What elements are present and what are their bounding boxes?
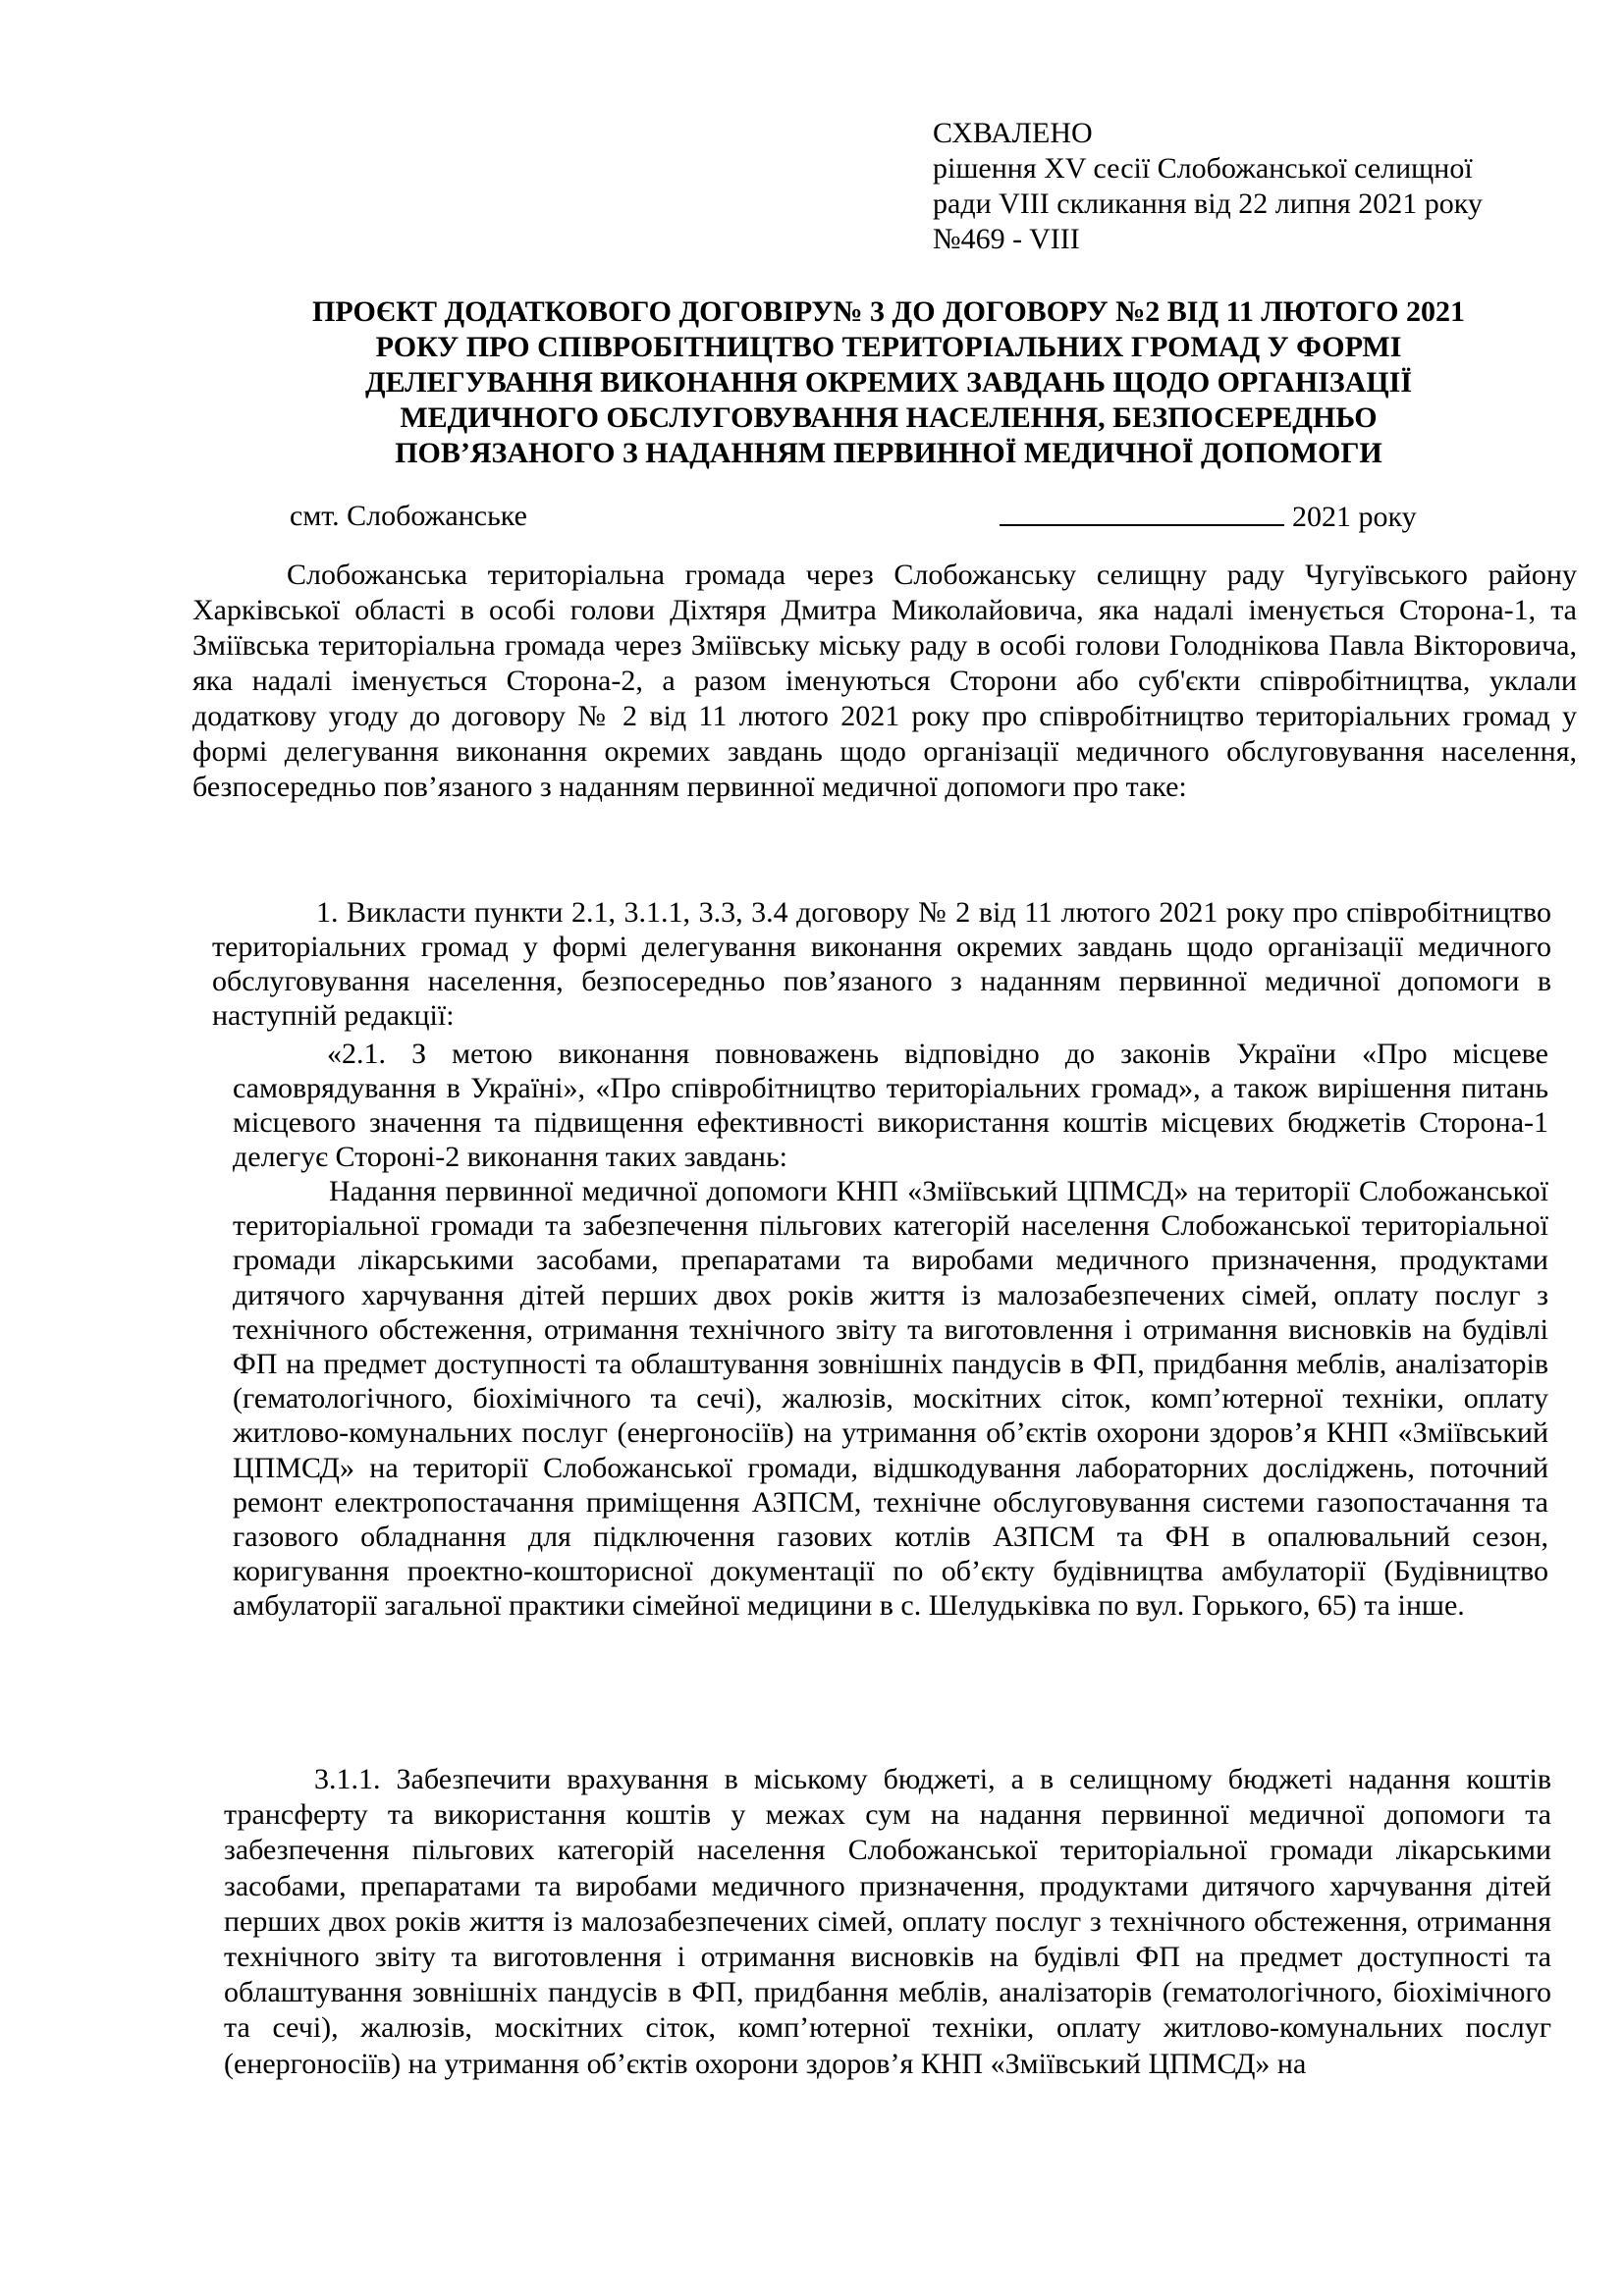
date-blank-line xyxy=(1000,499,1284,526)
place-of-signing: смт. Слобожанське xyxy=(290,500,527,532)
intro-paragraph: Слобожанська територіальна громада через Слобожанську селищну раду Чугуївського району Харківської області в особі голови Діхтяря Дмитра Миколайовича, яка надалі іменується Сторона-1, та Зміївська територіальна громада через Зміївську міську раду в особі голови Голоднікова Павла Вікторовича, яка надалі іменується Сторона-2, а разом іменуються Сторони або суб'єкти співробітництва, уклали додаткову угоду до договору № 2 від 11 лютого 2021 року про співробітництво територіальних громад у формі делегування виконання окремих завдань щодо організації медичного обслуговування населення, безпосередньо пов’язаного з наданням первинної медичної допомоги про таке: xyxy=(192,559,1577,803)
delegated-tasks-paragraph: Надання первинної медичної допомоги КНП «Зміївський ЦПМСД» на території Слобожанської територіальної громади та забезпечення пільгових категорій населення Слобожанської територіальної громади лікарськими засобами, препаратами та виробами медичного призначення, продуктами дитячого харчування дітей перших двох років життя із малозабезпечених сімей, оплату послуг з технічного обстеження, отримання технічного звіту та виготовлення і отримання висновків на будівлі ФП на предмет доступності та облаштування зовнішніх пандусів в ФП, придбання меблів, аналізаторів (гематологічного, біохімічного та сечі), жалюзів, москітних сіток, комп’ютерної техніки, оплату житлово-комунальних послуг (енергоносіїв) на утримання об’єктів охорони здоров’я КНП «Зміївський ЦПМСД» на території Слобожанської громади, відшкодування лабораторних досліджень, поточний ремонт електропостачання приміщення АЗПСМ, технічне обслуговування системи газопостачання та газового обладнання для підключення газових котлів АЗПСМ та ФН в опалювальний сезон, коригування проектно-кошторисної документації по об’єкту будівництва амбулаторії (Будівництво амбулаторії загальної практики сімейної медицини в с. Шелудьківка по вул. Горького, 65) та інше. xyxy=(233,1175,1548,1623)
document-title xyxy=(216,294,1561,471)
clause-3-1-1-paragraph: 3.1.1. Забезпечити врахування в міському бюджеті, а в селищному бюджеті надання коштів трансферту та використання коштів у межах сум на надання первинної медичної допомоги та забезпечення пільгових категорій населення Слобожанської територіальної громади лікарськими засобами, препаратами та виробами медичного призначення, продуктами дитячого харчування дітей перших двох років життя із малозабезпечених сімей, оплату послуг з технічного обстеження, отримання технічного звіту та виготовлення і отримання висновків на будівлі ФП на предмет доступності та облаштування зовнішніх пандусів в ФП, придбання меблів, аналізаторів (гематологічного, біохімічного та сечі), жалюзів, москітних сіток, комп’ютерної техніки, оплату житлово-комунальних послуг (енергоносіїв) на утримання об’єктів охорони здоров’я КНП «Зміївський ЦПМСД» на xyxy=(224,1763,1551,2080)
title-line: ПОВ’ЯЗАНОГО З НАДАННЯМ ПЕРВИННОЇ МЕДИЧНОЇ ДОПОМОГИ xyxy=(395,437,1382,469)
title-line: ДЕЛЕГУВАННЯ ВИКОНАННЯ ОКРЕМИХ ЗАВДАНЬ ЩОДО ОРГАНІЗАЦІЇ xyxy=(364,366,1413,399)
item-1-paragraph: 1. Викласти пункти 2.1, 3.1.1, 3.3, 3.4 договору № 2 від 11 лютого 2021 року про співробітництво територіальних громад у формі делегування виконання окремих завдань щодо організації медичного обслуговування населення, безпосередньо пов’язаного з наданням первинної медичної допомоги в наступній редакції: xyxy=(212,896,1551,1032)
approval-convocation-line: ради VIII скликання від 22 липня 2021 року xyxy=(933,187,1483,220)
approval-decision-line: рішення XV сесії Слобожанської селищної xyxy=(933,152,1473,185)
title-line: МЕДИЧНОГО ОБСЛУГОВУВАННЯ НАСЕЛЕННЯ, БЕЗПОСЕРЕДНЬО xyxy=(400,401,1378,434)
clause-2-1-paragraph: «2.1. З метою виконання повноважень відповідно до законів України «Про місцеве самоврядування в Україні», «Про співробітництво територіальних громад», а також вирішення питань місцевого значення та підвищення ефективності використання коштів місцевих бюджетів Сторона-1 делегує Стороні-2 виконання таких завдань: xyxy=(233,1038,1548,1173)
title-line: ПРОЄКТ ДОДАТКОВОГО ДОГОВІРУ№ 3 ДО ДОГОВОРУ №2 ВІД 11 ЛЮТОГО 2021 xyxy=(312,295,1465,328)
date-year: 2021 року xyxy=(1292,501,1417,533)
approval-block xyxy=(933,116,1581,257)
title-line: РОКУ ПРО СПІВРОБІТНИЦТВО ТЕРИТОРІАЛЬНИХ ГРОМАД У ФОРМІ xyxy=(375,331,1402,363)
approval-number: №469 - VIII xyxy=(933,223,1080,255)
approval-heading: СХВАЛЕНО xyxy=(933,117,1093,149)
signing-date xyxy=(1000,499,1417,535)
